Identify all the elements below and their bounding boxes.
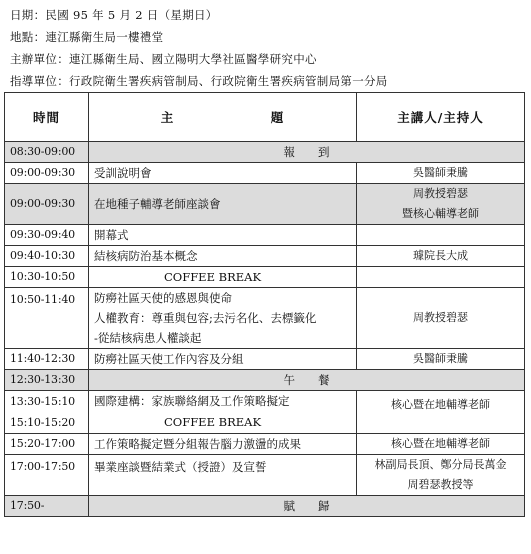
table-row bbox=[5, 370, 525, 391]
topic-cell: 防癆社區天使工作內容及分組 bbox=[89, 349, 357, 370]
speaker-cell: 璩院長大成 bbox=[357, 246, 525, 267]
time-cell: 17:50- bbox=[5, 496, 89, 517]
date-line: 日期：民國 95 年 5 月 2 日（星期日） bbox=[10, 8, 218, 22]
time-cell: 09:40-10:30 bbox=[5, 246, 89, 267]
time-column-header: 時間 bbox=[5, 93, 89, 142]
time-cell: 17:00-17:50 bbox=[5, 455, 89, 496]
topic-line-1: 防癆社區天使的感恩與使命 bbox=[94, 291, 232, 305]
table-row bbox=[5, 349, 525, 370]
coffee-break-text: COFFEE BREAK bbox=[164, 415, 262, 429]
topic-cell bbox=[89, 267, 357, 288]
topic-line-3: -從結核病患人權談起 bbox=[94, 331, 202, 345]
topic-line-2: 人權教育：尊重與包容;去污名化、去標籤化 bbox=[94, 311, 317, 325]
table-row bbox=[5, 455, 525, 496]
table-row bbox=[5, 496, 525, 517]
topic-cell bbox=[89, 391, 357, 434]
speaker-cell: 周教授碧瑟 bbox=[357, 288, 525, 349]
topic-header-char-2: 題 bbox=[270, 110, 285, 125]
time-line-2: 15:10-15:20 bbox=[10, 416, 75, 429]
time-cell: 15:20-17:00 bbox=[5, 434, 89, 455]
table-row bbox=[5, 225, 525, 246]
speaker-line-2: 暨核心輔導老師 bbox=[402, 207, 479, 220]
table-row bbox=[5, 288, 525, 349]
time-cell: 08:30-09:00 bbox=[5, 142, 89, 163]
speaker-cell bbox=[357, 455, 525, 496]
document-header bbox=[10, 4, 525, 92]
table-row bbox=[5, 163, 525, 184]
departure-cell bbox=[89, 496, 525, 517]
speaker-line-1: 周教授碧瑟 bbox=[413, 187, 468, 200]
topic-line-1: 國際建構：家族聯絡網及工作策略擬定 bbox=[94, 394, 290, 408]
registration-text: 報 到 bbox=[283, 145, 330, 159]
speaker-cell bbox=[357, 225, 525, 246]
speaker-cell: 吳醫師秉騰 bbox=[357, 163, 525, 184]
speaker-cell bbox=[357, 184, 525, 225]
time-cell: 10:50-11:40 bbox=[5, 288, 89, 349]
table-header-row bbox=[5, 93, 525, 142]
topic-column-header bbox=[89, 93, 357, 142]
topic-header-char-1: 主 bbox=[160, 110, 175, 125]
speaker-cell bbox=[357, 267, 525, 288]
lunch-cell bbox=[89, 370, 525, 391]
organizer-line: 主辦單位：連江縣衛生局、國立陽明大學社區醫學研究中心 bbox=[10, 52, 317, 66]
speaker-line-2: 周碧瑟教授等 bbox=[407, 478, 474, 491]
time-cell: 09:30-09:40 bbox=[5, 225, 89, 246]
lunch-text: 午 餐 bbox=[283, 373, 330, 387]
speaker-cell: 吳醫師秉騰 bbox=[357, 349, 525, 370]
speaker-cell: 核心暨在地輔導老師 bbox=[357, 391, 525, 434]
table-row bbox=[5, 246, 525, 267]
registration-cell bbox=[89, 142, 525, 163]
table-row bbox=[5, 267, 525, 288]
speaker-column-header: 主講人/主持人 bbox=[357, 93, 525, 142]
time-cell: 09:00-09:30 bbox=[5, 163, 89, 184]
speaker-line-1: 林副局長頂、鄭分局長萬金 bbox=[374, 458, 507, 471]
topic-cell: 受訓說明會 bbox=[89, 163, 357, 184]
topic-cell: 工作策略擬定暨分組報告腦力激盪的成果 bbox=[89, 434, 357, 455]
speaker-cell: 核心暨在地輔導老師 bbox=[357, 434, 525, 455]
table-row bbox=[5, 142, 525, 163]
topic-cell: 結核病防治基本概念 bbox=[89, 246, 357, 267]
coffee-break-text: COFFEE BREAK bbox=[164, 270, 262, 284]
supervisor-line: 指導單位：行政院衛生署疾病管制局、行政院衛生署疾病管制局第一分局 bbox=[10, 74, 388, 88]
time-cell bbox=[5, 391, 89, 434]
schedule-table bbox=[4, 92, 525, 517]
topic-cell: 畢業座談暨結業式（授證）及宣誓 bbox=[89, 455, 357, 496]
table-row bbox=[5, 434, 525, 455]
time-cell: 11:40-12:30 bbox=[5, 349, 89, 370]
time-line-1: 13:30-15:10 bbox=[10, 395, 75, 408]
table-row bbox=[5, 184, 525, 225]
time-cell: 12:30-13:30 bbox=[5, 370, 89, 391]
topic-cell: 在地種子輔導老師座談會 bbox=[89, 184, 357, 225]
departure-text: 賦 歸 bbox=[283, 499, 330, 513]
time-cell: 09:00-09:30 bbox=[5, 184, 89, 225]
venue-line: 地點：連江縣衛生局一樓禮堂 bbox=[10, 30, 164, 44]
topic-cell: 開幕式 bbox=[89, 225, 357, 246]
table-row bbox=[5, 391, 525, 434]
time-cell: 10:30-10:50 bbox=[5, 267, 89, 288]
topic-cell bbox=[89, 288, 357, 349]
